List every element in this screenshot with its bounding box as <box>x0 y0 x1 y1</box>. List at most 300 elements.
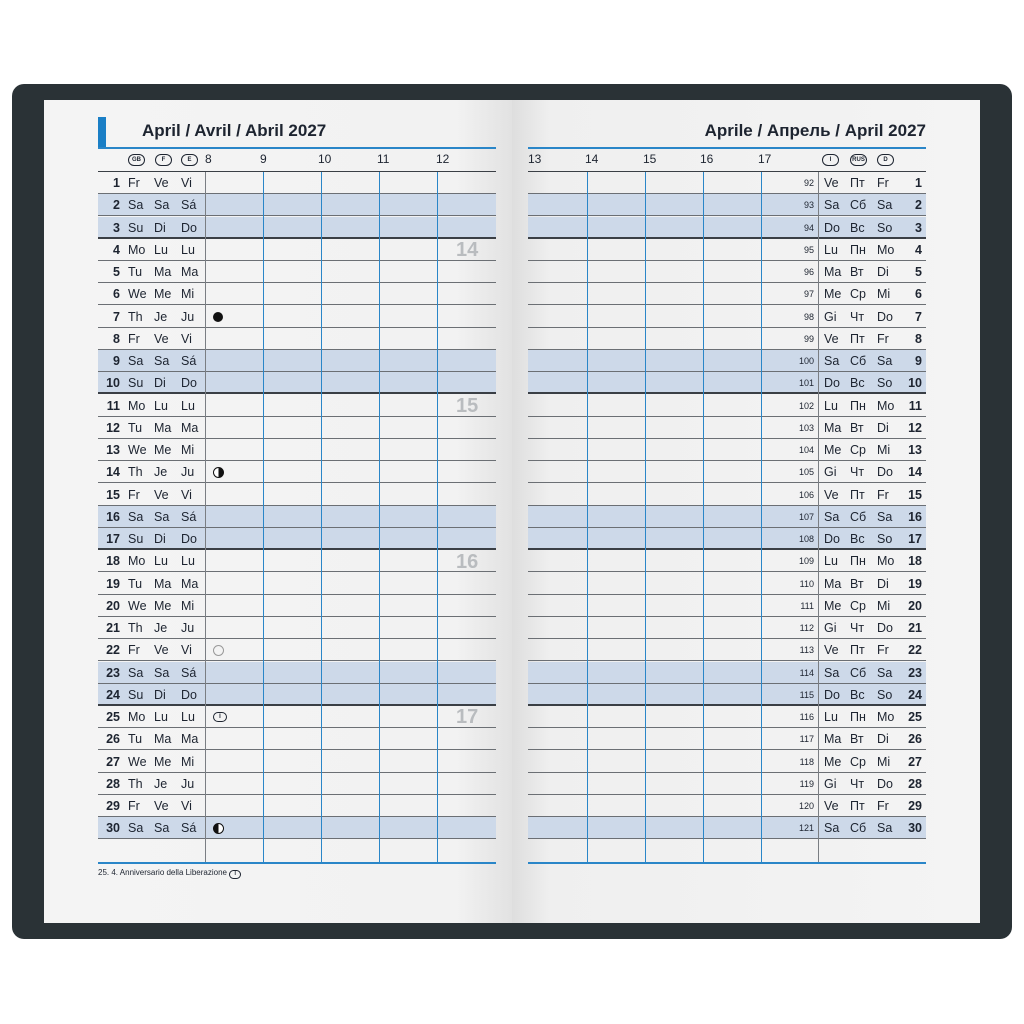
day-of-year: 104 <box>798 445 814 455</box>
day-of-year: 102 <box>798 400 814 411</box>
weekday-i: Lu <box>824 242 838 257</box>
weekday-i: Sa <box>824 198 840 213</box>
weekday-de: Mi <box>877 754 891 769</box>
weekday-rus: Вт <box>850 420 864 435</box>
day-of-year: 103 <box>798 422 814 433</box>
weekday-rus: Чт <box>850 621 865 635</box>
weekday-e: Vi <box>181 331 192 346</box>
right-header-rule <box>528 147 926 149</box>
weekday-de: Mo <box>877 710 895 724</box>
day-number: 29 <box>106 799 120 813</box>
weekday-de: Sa <box>877 354 893 368</box>
day-number: 22 <box>908 643 922 658</box>
week-number: 17 <box>456 706 479 728</box>
weekday-i: Do <box>824 532 840 546</box>
lang-badge-rus: RUS <box>850 154 867 166</box>
weekday-gb: Fr <box>128 176 140 190</box>
day-of-year: 92 <box>803 178 814 188</box>
day-number: 5 <box>113 265 120 279</box>
weekday-f: Me <box>154 287 172 302</box>
weekday-f: Ma <box>154 576 172 591</box>
weekday-i: Sa <box>824 509 840 524</box>
weekday-de: Sa <box>877 821 893 836</box>
day-number: 18 <box>106 554 120 569</box>
weekday-i: Ma <box>824 576 842 591</box>
weekday-e: Ma <box>181 732 199 747</box>
hour-divider <box>587 172 588 862</box>
weekday-e: Vi <box>181 176 192 190</box>
weekday-gb: Tu <box>128 576 143 591</box>
day-number: 11 <box>908 398 922 413</box>
weekday-f: Ve <box>154 487 169 502</box>
day-number: 8 <box>113 331 120 346</box>
weekday-de: Do <box>877 776 893 791</box>
weekday-gb: Sa <box>128 509 144 524</box>
day-number: 26 <box>106 732 120 747</box>
hour-label: 17 <box>758 152 772 166</box>
day-number: 27 <box>908 754 922 769</box>
hour-label: 15 <box>643 152 657 166</box>
day-of-year: 118 <box>799 756 814 767</box>
hour-divider <box>761 172 762 862</box>
weekday-e: Vi <box>181 487 192 502</box>
weekday-gb: Su <box>128 532 144 546</box>
weekday-i: Sa <box>824 354 840 368</box>
day-number: 2 <box>113 198 120 213</box>
weekday-e: Do <box>181 687 197 702</box>
weekday-rus: Вт <box>850 732 864 747</box>
day-number: 10 <box>908 376 922 391</box>
weekday-rus: Сб <box>850 821 867 836</box>
day-number: 17 <box>106 532 120 546</box>
lang-badge-i: I <box>822 154 839 166</box>
weekday-i: Lu <box>824 554 838 569</box>
day-number: 16 <box>908 509 922 524</box>
day-number: 18 <box>908 554 922 569</box>
day-of-year: 119 <box>799 778 814 789</box>
weekday-rus: Пт <box>850 799 865 813</box>
day-number: 9 <box>113 354 120 368</box>
weekday-i: Gi <box>824 465 837 480</box>
footer-note-text: 25. 4. Anniversario della Liberazione <box>98 868 227 877</box>
day-number: 30 <box>106 821 120 836</box>
day-number: 1 <box>113 176 120 190</box>
day-of-year: 106 <box>798 489 814 500</box>
weekday-f: Ve <box>154 176 169 190</box>
weekday-f: Ve <box>154 799 169 813</box>
week-number: 14 <box>456 239 479 261</box>
day-number: 13 <box>908 443 922 457</box>
weekday-gb: Sa <box>128 821 144 836</box>
weekday-f: Di <box>154 687 166 702</box>
day-of-year: 96 <box>803 267 814 277</box>
weekday-rus: Чт <box>850 465 865 480</box>
hour-divider <box>703 172 704 862</box>
day-number: 27 <box>106 754 120 769</box>
day-number: 25 <box>908 710 922 724</box>
day-of-year: 94 <box>803 222 814 233</box>
weekday-e: Ma <box>181 576 199 591</box>
weekday-e: Do <box>181 532 197 546</box>
day-of-year: 116 <box>799 712 814 722</box>
day-of-year: 111 <box>800 600 814 611</box>
weekday-e: Sá <box>181 665 197 680</box>
weekday-de: Sa <box>877 665 893 680</box>
weekday-e: Vi <box>181 799 192 813</box>
week-number: 15 <box>456 395 479 417</box>
weekday-e: Ju <box>181 776 195 791</box>
weekday-rus: Пт <box>850 176 865 190</box>
day-number: 10 <box>106 376 120 391</box>
weekday-i: Gi <box>824 621 837 635</box>
weekday-e: Lu <box>181 242 195 257</box>
day-number: 1 <box>915 176 922 190</box>
day-number: 20 <box>908 598 922 613</box>
weekday-e: Do <box>181 376 197 391</box>
day-number: 24 <box>908 687 922 702</box>
weekday-e: Ma <box>181 265 199 279</box>
lang-badge-f: F <box>155 154 172 166</box>
day-number: 14 <box>908 465 922 480</box>
day-number: 9 <box>915 354 922 368</box>
day-of-year: 112 <box>799 623 814 633</box>
day-of-year: 101 <box>798 378 814 389</box>
day-number: 4 <box>915 242 922 257</box>
day-number: 16 <box>106 509 120 524</box>
weekday-f: Ma <box>154 732 172 747</box>
weekday-i: Do <box>824 376 840 391</box>
hour-label: 13 <box>528 152 542 166</box>
holiday-badge-icon: I <box>213 712 227 722</box>
day-number: 17 <box>908 532 922 546</box>
weekday-de: Mi <box>877 598 891 613</box>
weekday-i: Lu <box>824 398 838 413</box>
weekday-i: Me <box>824 598 842 613</box>
weekday-de: Mi <box>877 443 891 457</box>
day-of-year: 110 <box>799 578 814 589</box>
weekday-f: Me <box>154 598 172 613</box>
holiday-badge-icon: I <box>229 870 241 879</box>
weekday-i: Gi <box>824 776 837 791</box>
weekday-de: Mo <box>877 242 895 257</box>
day-number: 28 <box>908 776 922 791</box>
day-number: 19 <box>106 576 120 591</box>
weekday-de: Fr <box>877 643 889 658</box>
weekday-rus: Пн <box>850 554 866 569</box>
weekday-gb: Mo <box>128 710 146 724</box>
weekday-gb: Mo <box>128 554 146 569</box>
weekday-rus: Ср <box>850 443 866 457</box>
weekday-gb: Fr <box>128 331 140 346</box>
weekday-e: Lu <box>181 398 195 413</box>
day-number: 7 <box>113 309 120 324</box>
weekday-de: Di <box>877 265 889 279</box>
weekday-de: Do <box>877 309 893 324</box>
weekday-i: Ve <box>824 643 839 658</box>
weekday-e: Ju <box>181 309 195 324</box>
weekday-de: So <box>877 687 893 702</box>
weekday-rus: Вс <box>850 220 865 235</box>
weekday-gb: Fr <box>128 799 140 813</box>
day-column-divider <box>205 172 206 862</box>
left-page-title: April / Avril / Abril 2027 <box>142 121 327 140</box>
weekday-e: Ju <box>181 621 195 635</box>
weekday-rus: Чт <box>850 776 865 791</box>
weekday-gb: Sa <box>128 198 144 213</box>
new-moon-icon <box>213 312 223 322</box>
footer-note <box>98 868 241 879</box>
weekday-rus: Чт <box>850 309 865 324</box>
week-number: 16 <box>456 551 479 573</box>
weekday-rus: Ср <box>850 598 866 613</box>
hour-divider <box>263 172 264 862</box>
weekday-gb: Th <box>128 465 143 480</box>
weekday-rus: Вс <box>850 687 865 702</box>
weekday-e: Mi <box>181 287 195 302</box>
weekday-gb: We <box>128 754 147 769</box>
weekday-f: Sa <box>154 354 170 368</box>
weekday-f: Lu <box>154 554 168 569</box>
weekday-de: Fr <box>877 487 889 502</box>
weekday-de: Fr <box>877 799 889 813</box>
lang-badge-gb: GB <box>128 154 145 166</box>
day-of-year: 108 <box>798 534 814 544</box>
weekday-rus: Пн <box>850 398 866 413</box>
day-of-year: 115 <box>799 689 814 700</box>
weekday-rus: Вт <box>850 265 864 279</box>
weekday-gb: Sa <box>128 665 144 680</box>
hour-divider <box>437 172 438 862</box>
weekday-gb: Fr <box>128 643 140 658</box>
weekday-de: Di <box>877 732 889 747</box>
weekday-rus: Вт <box>850 576 864 591</box>
day-number: 25 <box>106 710 120 724</box>
weekday-gb: Su <box>128 687 144 702</box>
day-number: 4 <box>113 242 120 257</box>
weekday-i: Do <box>824 687 840 702</box>
weekday-gb: We <box>128 598 147 613</box>
day-of-year: 97 <box>803 289 814 300</box>
weekday-de: Fr <box>877 331 889 346</box>
weekday-e: Mi <box>181 443 195 457</box>
weekday-e: Lu <box>181 710 195 724</box>
weekday-i: Lu <box>824 710 838 724</box>
weekday-de: Sa <box>877 198 893 213</box>
weekday-gb: Th <box>128 776 143 791</box>
day-of-year: 117 <box>799 734 814 745</box>
weekday-f: Ve <box>154 643 169 658</box>
day-number: 21 <box>908 621 922 635</box>
weekday-f: Sa <box>154 198 170 213</box>
hour-label: 12 <box>436 152 450 166</box>
day-of-year: 107 <box>798 511 814 522</box>
weekday-f: Lu <box>154 710 168 724</box>
weekday-f: Sa <box>154 509 170 524</box>
day-number: 12 <box>106 420 120 435</box>
day-number: 12 <box>908 420 922 435</box>
weekday-i: Ve <box>824 176 839 190</box>
weekday-gb: We <box>128 443 147 457</box>
weekday-rus: Вс <box>850 376 865 391</box>
hour-label: 16 <box>700 152 714 166</box>
weekday-rus: Пн <box>850 710 866 724</box>
day-number: 6 <box>915 287 922 302</box>
weekday-gb: Mo <box>128 398 146 413</box>
left-footer-rule <box>98 862 496 864</box>
weekday-de: Mo <box>877 398 895 413</box>
day-column-divider <box>818 172 819 862</box>
weekday-rus: Пт <box>850 487 865 502</box>
header-accent-bar <box>98 117 106 149</box>
weekday-de: So <box>877 532 893 546</box>
weekday-gb: Su <box>128 220 144 235</box>
weekday-f: Lu <box>154 242 168 257</box>
day-number: 22 <box>106 643 120 658</box>
weekday-rus: Сб <box>850 354 867 368</box>
weekday-rus: Пт <box>850 331 865 346</box>
day-of-year: 105 <box>798 467 814 478</box>
weekday-f: Me <box>154 754 172 769</box>
right-footer-rule <box>528 862 926 864</box>
weekday-rus: Сб <box>850 198 867 213</box>
weekday-de: Di <box>877 576 889 591</box>
weekday-rus: Сб <box>850 665 867 680</box>
day-number: 26 <box>908 732 922 747</box>
weekday-f: Sa <box>154 665 170 680</box>
day-number: 7 <box>915 309 922 324</box>
weekday-f: Je <box>154 776 168 791</box>
hour-label: 8 <box>205 152 212 166</box>
weekday-i: Sa <box>824 665 840 680</box>
weekday-f: Sa <box>154 821 170 836</box>
weekday-i: Me <box>824 754 842 769</box>
weekday-gb: We <box>128 287 147 302</box>
weekday-de: Fr <box>877 176 889 190</box>
weekday-e: Mi <box>181 598 195 613</box>
day-of-year: 109 <box>798 556 814 567</box>
weekday-i: Ve <box>824 331 839 346</box>
weekday-i: Me <box>824 287 842 302</box>
weekday-gb: Fr <box>128 487 140 502</box>
day-number: 3 <box>915 220 922 235</box>
weekday-i: Me <box>824 443 842 457</box>
day-of-year: 93 <box>803 200 814 211</box>
weekday-f: Ma <box>154 265 172 279</box>
day-number: 3 <box>113 220 120 235</box>
hour-label: 11 <box>377 152 390 166</box>
day-number: 13 <box>106 443 120 457</box>
weekday-i: Do <box>824 220 840 235</box>
day-number: 20 <box>106 598 120 613</box>
day-of-year: 99 <box>803 333 814 344</box>
left-header-rule <box>98 147 496 149</box>
weekday-f: Je <box>154 621 168 635</box>
day-number: 15 <box>106 487 120 502</box>
weekday-gb: Sa <box>128 354 144 368</box>
weekday-i: Gi <box>824 309 837 324</box>
weekday-f: Ma <box>154 420 172 435</box>
weekday-e: Sá <box>181 509 197 524</box>
day-of-year: 98 <box>803 311 814 322</box>
weekday-gb: Su <box>128 376 144 391</box>
day-of-year: 121 <box>798 823 814 834</box>
weekday-gb: Th <box>128 621 143 635</box>
weekday-rus: Ср <box>850 287 866 302</box>
weekday-f: Di <box>154 376 166 391</box>
day-of-year: 113 <box>799 645 814 656</box>
hour-divider <box>379 172 380 862</box>
day-number: 15 <box>908 487 922 502</box>
weekday-rus: Ср <box>850 754 866 769</box>
weekday-e: Do <box>181 220 197 235</box>
day-of-year: 95 <box>803 244 814 255</box>
day-number: 14 <box>106 465 120 480</box>
weekday-e: Ma <box>181 420 199 435</box>
weekday-i: Ve <box>824 799 839 813</box>
weekday-i: Ve <box>824 487 839 502</box>
weekday-de: Mi <box>877 287 891 302</box>
day-number: 5 <box>915 265 922 279</box>
weekday-i: Ma <box>824 420 842 435</box>
hour-label: 9 <box>260 152 267 166</box>
weekday-e: Ju <box>181 465 195 480</box>
weekday-de: Do <box>877 621 893 635</box>
day-number: 24 <box>106 687 120 702</box>
weekday-e: Mi <box>181 754 195 769</box>
day-number: 11 <box>106 398 120 413</box>
right-page-title: Aprile / Апрель / April 2027 <box>704 121 926 140</box>
day-number: 2 <box>915 198 922 213</box>
weekday-f: Lu <box>154 398 168 413</box>
weekday-e: Lu <box>181 554 195 569</box>
weekday-de: So <box>877 376 893 391</box>
day-of-year: 100 <box>798 356 814 366</box>
weekday-gb: Tu <box>128 732 143 747</box>
day-number: 6 <box>113 287 120 302</box>
weekday-de: Di <box>877 420 889 435</box>
weekday-rus: Пн <box>850 242 866 257</box>
weekday-i: Ma <box>824 732 842 747</box>
weekday-i: Sa <box>824 821 840 836</box>
weekday-f: Di <box>154 532 166 546</box>
day-number: 23 <box>106 665 120 680</box>
weekday-f: Di <box>154 220 166 235</box>
weekday-gb: Tu <box>128 265 143 279</box>
weekday-de: So <box>877 220 893 235</box>
weekday-e: Vi <box>181 643 192 658</box>
weekday-de: Mo <box>877 554 895 569</box>
weekday-gb: Tu <box>128 420 143 435</box>
weekday-de: Do <box>877 465 893 480</box>
day-of-year: 120 <box>798 801 814 811</box>
hour-label: 14 <box>585 152 599 166</box>
weekday-gb: Th <box>128 309 143 324</box>
hour-divider <box>321 172 322 862</box>
day-number: 29 <box>908 799 922 813</box>
weekday-i: Ma <box>824 265 842 279</box>
weekday-gb: Mo <box>128 242 146 257</box>
weekday-e: Sá <box>181 821 197 836</box>
weekday-rus: Пт <box>850 643 865 658</box>
lang-badge-d: D <box>877 154 894 166</box>
day-number: 23 <box>908 665 922 680</box>
day-number: 30 <box>908 821 922 836</box>
weekday-f: Ve <box>154 331 169 346</box>
hour-label: 10 <box>318 152 332 166</box>
hour-divider <box>645 172 646 862</box>
day-number: 19 <box>908 576 922 591</box>
weekday-rus: Вс <box>850 532 865 546</box>
